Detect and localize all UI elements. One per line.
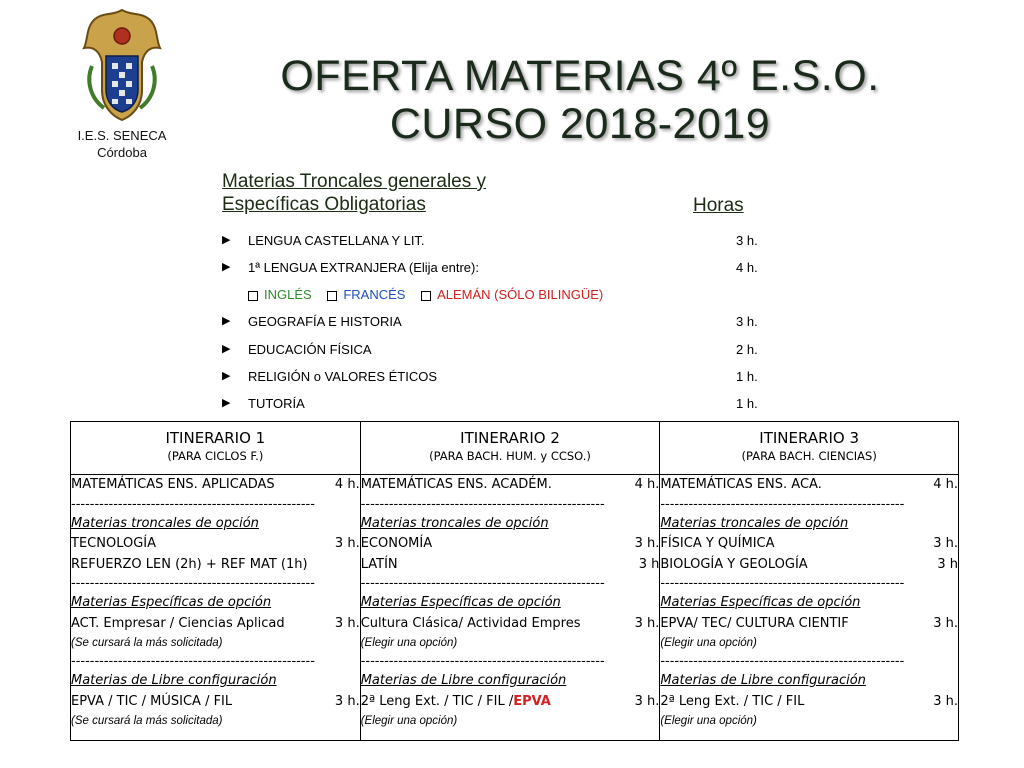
especifica-row [361,614,660,635]
libre-row [660,692,958,713]
list-item [222,233,767,249]
list-item [222,369,767,385]
math-hours: 4 h. [334,477,360,492]
subject-name: RELIGIÓN o VALORES ÉTICOS [248,369,438,384]
heading-line-2: Específicas Obligatorias [222,194,426,215]
title-line-2: CURSO 2018-2019 [389,100,771,148]
subject-name: LENGUA CASTELLANA Y LIT. [248,233,425,248]
bullet-arrow-icon: ▶ [222,315,231,327]
subject-name: 1ª LENGUA EXTRANJERA (Elija entre): [248,260,479,275]
libre-hours: 3 h. [634,693,660,709]
bullet-arrow-icon: ▶ [222,261,231,273]
especificas-heading: Materias Específicas de opción [660,595,861,610]
math-subject: MATEMÁTICAS ENS. APLICADAS [71,477,275,492]
troncal-row [361,555,660,576]
especifica-hours: 3 h. [334,615,360,631]
troncal-row [660,534,958,555]
itineraries-table [70,421,959,741]
itinerary-3-header [660,422,959,475]
libre-heading: Materias de Libre configuración [660,673,866,688]
subject-hours: 3 h. [736,233,758,248]
math-row [361,475,660,496]
math-row [71,475,360,496]
troncal-subject: LATÍN [360,556,398,572]
subject-hours: 2 h. [736,342,758,357]
troncal-subject: ECONOMÍA [360,536,433,551]
itinerary-subtitle: (PARA BACH. CIENCIAS) [741,449,877,463]
troncal-hours: 3 h [937,556,958,572]
title-line-1: OFERTA MATERIAS 4º E.S.O. [280,52,880,100]
divider: ---------------------------------------------------- [660,654,905,669]
math-row [660,475,958,496]
language-label: FRANCÉS [343,287,406,302]
libre-subject [71,692,232,713]
especificas-heading: Materias Específicas de opción [71,595,272,610]
logo-caption-name: I.E.S. SENECA [77,128,167,143]
especifica-hours: 3 h. [933,615,958,631]
itinerary-title: ITINERARIO 3 [759,429,860,447]
checkbox-icon [327,291,337,301]
subject-name: TUTORÍA [248,396,305,411]
especifica-subject: Cultura Clásica/ Actividad Empres [360,615,581,631]
itinerary-body-row [71,475,959,741]
especificas-note: (Elegir una opción) [360,637,458,649]
libre-subject-text: 2ª Leng Ext. / TIC / FIL / [360,693,514,709]
subject-hours: 3 h. [736,314,758,329]
troncal-hours: 3 h. [334,536,360,551]
subject-name: EDUCACIÓN FÍSICA [248,342,372,357]
list-item [222,396,767,412]
language-option-english[interactable] [248,287,315,302]
itinerary-1-body [71,475,361,741]
libre-subject-text: EPVA / TIC / MÚSICA / FIL [71,693,233,709]
language-label: INGLÉS [264,287,312,302]
especifica-subject: EPVA/ TEC/ CULTURA CIENTIF [660,615,849,631]
school-logo [66,6,178,166]
libre-heading: Materias de Libre configuración [360,673,567,688]
language-option-french[interactable] [327,287,409,302]
subject-name: GEOGRAFÍA E HISTORIA [248,314,402,329]
math-hours: 4 h. [933,477,958,492]
libre-row [71,692,360,713]
troncal-row [660,555,958,576]
especificas-note: (Se cursará la más solicitada) [71,637,223,649]
language-options [248,287,615,302]
heading-line-1: Materias Troncales generales y [222,171,487,192]
divider: ---------------------------------------------------- [660,496,905,512]
divider: ---------------------------------------------------- [71,496,315,512]
coat-of-arms-icon [72,6,172,126]
bullet-arrow-icon: ▶ [222,234,231,246]
libre-note: (Elegir una opción) [660,715,757,727]
divider: ---------------------------------------------------- [360,654,605,669]
divider: ---------------------------------------------------- [360,576,605,591]
troncal-subject: REFUERZO LEN (2h) + REF MAT (1h) [71,556,308,572]
subject-hours: 1 h. [736,396,758,411]
libre-row [361,692,660,713]
list-item [222,260,767,276]
troncal-row [71,534,360,555]
libre-subject-text: 2ª Leng Ext. / TIC / FIL [660,693,805,709]
subject-hours: 1 h. [736,369,758,384]
libre-subject [361,692,551,713]
checkbox-icon [421,291,431,301]
libre-subject [660,692,804,713]
troncal-hours: 3 h. [634,536,660,551]
bullet-arrow-icon: ▶ [222,370,231,382]
troncal-subject: TECNOLOGÍA [71,536,157,551]
language-option-german[interactable] [421,287,603,302]
especificas-note: (Elegir una opción) [660,637,757,649]
libre-hours: 3 h. [334,693,360,709]
divider: ---------------------------------------------------- [71,654,315,669]
checkbox-icon [248,291,258,301]
math-hours: 4 h. [634,477,660,492]
itinerary-title: ITINERARIO 2 [460,429,560,447]
hours-heading: Horas [693,195,744,216]
list-item [222,342,767,358]
troncal-hours: 3 h [638,556,660,572]
language-label: ALEMÁN (SÓLO BILINGÜE) [437,287,604,302]
common-subjects-heading [222,170,486,216]
especifica-subject: ACT. Empresar / Ciencias Aplicad [71,615,285,631]
logo-caption-city: Córdoba [97,145,147,160]
troncales-heading: Materias troncales de opción [360,515,549,531]
libre-heading: Materias de Libre configuración [71,673,277,688]
bullet-arrow-icon: ▶ [222,343,231,355]
libre-note: (Se cursará la más solicitada) [71,715,223,727]
itinerary-header-row [71,422,959,475]
troncal-hours: 3 h. [933,536,958,551]
list-item [222,314,767,330]
especifica-hours: 3 h. [634,615,660,631]
troncales-heading: Materias troncales de opción [71,515,259,531]
itinerary-subtitle: (PARA CICLOS F.) [167,449,264,463]
divider: ---------------------------------------------------- [71,576,315,591]
divider: ---------------------------------------------------- [660,576,905,591]
troncal-subject: BIOLOGÍA Y GEOLOGÍA [660,556,808,572]
subject-hours: 4 h. [736,260,758,275]
troncal-row [361,534,660,555]
itinerary-subtitle: (PARA BACH. HUM. y CCSO.) [429,449,591,463]
troncal-subject: FÍSICA Y QUÍMICA [660,536,775,551]
especifica-row [71,614,360,635]
libre-note: (Elegir una opción) [360,715,458,727]
troncales-heading: Materias troncales de opción [660,515,849,531]
math-subject: MATEMÁTICAS ENS. ACADÉM. [360,477,552,492]
libre-highlight: EPVA [513,693,551,709]
itinerary-3-body [660,475,959,741]
especifica-row [660,614,958,635]
libre-hours: 3 h. [933,693,958,709]
page-title [190,52,970,148]
math-subject: MATEMÁTICAS ENS. ACA. [660,477,822,492]
bullet-arrow-icon: ▶ [222,397,231,409]
troncal-row [71,555,360,576]
itinerary-2-header [360,422,660,475]
itinerary-2-body [360,475,660,741]
especificas-heading: Materias Específicas de opción [360,595,561,610]
itinerary-1-header [71,422,361,475]
divider: ---------------------------------------------------- [360,496,605,512]
itinerary-title: ITINERARIO 1 [165,429,266,447]
